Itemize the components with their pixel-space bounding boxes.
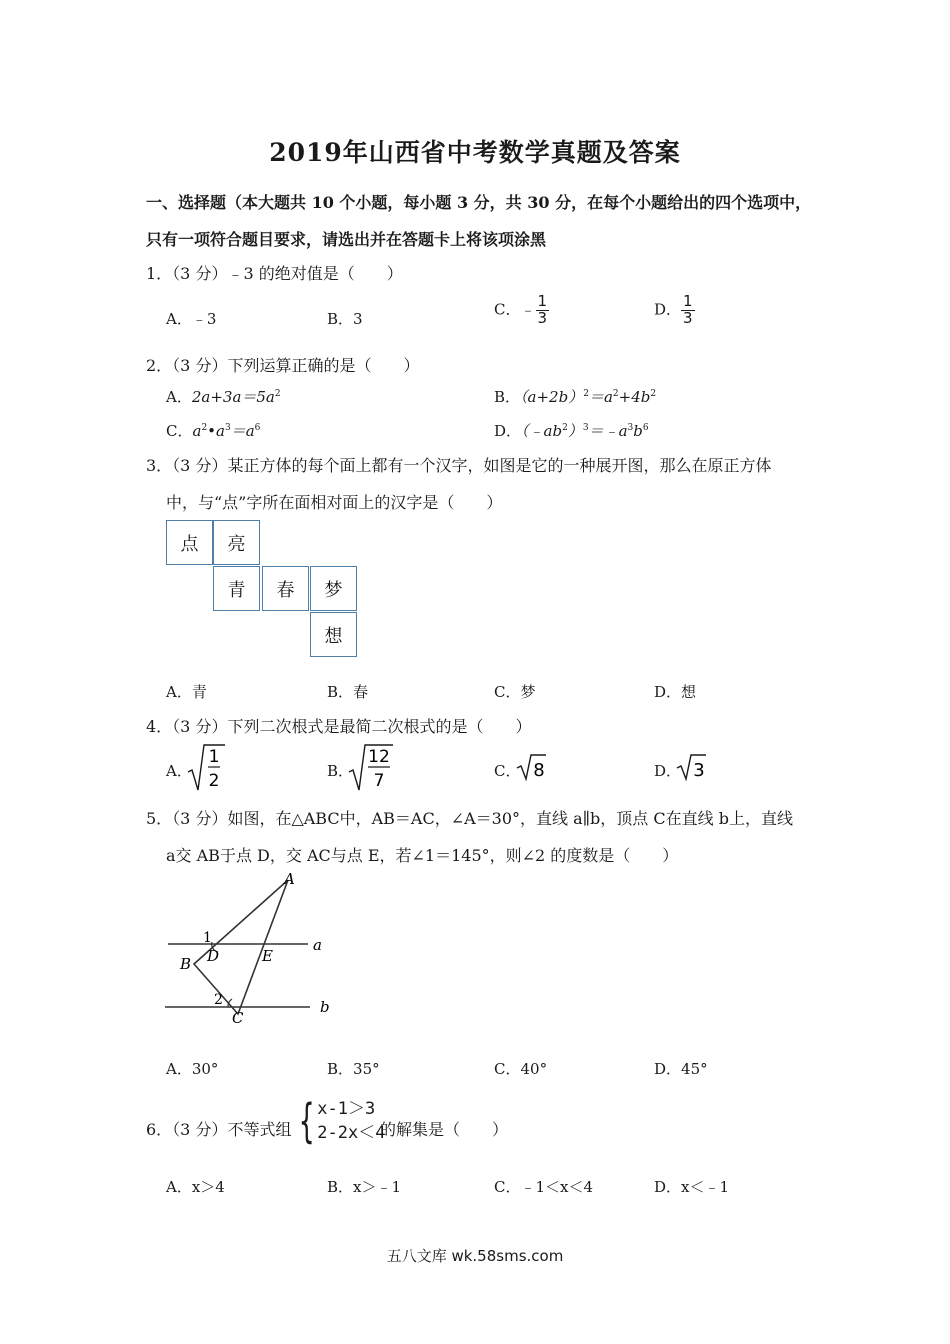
q3-option-d: D．想 (654, 683, 697, 701)
label-line-a: a (313, 936, 322, 954)
q3-option-b: B．春 (327, 683, 369, 701)
label-point-e: E (262, 947, 273, 965)
q2-option-b (494, 386, 656, 407)
q4-option-c-label: C． (494, 762, 521, 780)
q5-option-a: A．30° (166, 1060, 219, 1078)
q5-option-c: C．40° (494, 1060, 548, 1078)
q3-option-c: C．梦 (494, 683, 536, 701)
exponent: 3 (224, 423, 231, 433)
q4-option-a-label: A． (166, 762, 192, 780)
exponent: 2 (612, 389, 619, 399)
net-cell-2: 亮 (213, 520, 260, 565)
q2-option-a (166, 386, 281, 407)
q3-stem-line1: 3．（3 分）某正方体的每个面上都有一个汉字，如图是它的一种展开图，那么在原正方体 (146, 456, 772, 475)
section-heading-line1: 一、选择题（本大题共 10 个小题，每小题 3 分，共 30 分，在每个小题给出的四个选项中， (146, 193, 812, 212)
q1-option-b: B．3 (327, 310, 363, 328)
expr: ） (567, 422, 583, 440)
q5-option-b: B．35° (327, 1060, 380, 1078)
q4-option-a-radical (186, 742, 226, 794)
radical-denominator: 2 (208, 771, 220, 791)
q5-stem-line2: a交 AB于点 D，交 AC与点 E，若∠1＝145°，则∠2 的度数是（ ） (166, 846, 679, 865)
q4-option-b-radical (347, 742, 395, 794)
net-cell-3: 青 (213, 566, 260, 611)
q6-option-b: B．x＞﹣1 (327, 1178, 402, 1196)
label-vertex-a: A (284, 870, 295, 888)
exponent: 2 (650, 389, 657, 399)
radical-numerator: 1 (208, 747, 220, 767)
denominator: 3 (537, 308, 548, 327)
q6-stem-suffix: 的解集是（ ） (380, 1120, 509, 1139)
q6-option-d: D．x＜﹣1 (654, 1178, 730, 1196)
q3-option-a: A．青 (166, 683, 207, 701)
label: C． (166, 422, 193, 440)
q1-option-a: A．﹣3 (166, 310, 217, 328)
numerator: 1 (537, 292, 548, 310)
expr: +4b (618, 388, 651, 406)
q1-option-c-sign: ﹣ (520, 300, 536, 319)
exponent: 3 (627, 423, 634, 433)
expr: b (633, 422, 643, 440)
label-line-b: b (320, 998, 330, 1016)
q6-option-a: A．x＞4 (166, 1178, 225, 1196)
label-vertex-b: B (180, 955, 192, 973)
net-cell-4: 春 (262, 566, 309, 611)
label-point-d: D (207, 947, 220, 965)
exponent: 2 (583, 389, 589, 399)
label: A． (166, 388, 192, 406)
exponent: 6 (254, 423, 261, 433)
section-heading-line2: 只有一项符合题目要求，请选出并在答题卡上将该项涂黑 (146, 230, 547, 249)
q4-option-d-radical (676, 752, 708, 782)
q4-stem: 4．（3 分）下列二次根式是最简二次根式的是（ ） (146, 717, 532, 736)
expr: a (192, 422, 202, 440)
expr: ＝﹣a (588, 422, 628, 440)
cube-net-figure (166, 520, 361, 660)
q1-stem: 1．（3 分）﹣3 的绝对值是（ ） (146, 264, 403, 283)
q2-option-d (494, 420, 649, 441)
label: D． (494, 422, 522, 440)
expr: •a (207, 422, 225, 440)
radical-denominator: 7 (373, 771, 385, 791)
left-brace-icon: { (298, 1094, 315, 1148)
radicand: 8 (533, 760, 545, 781)
inequalities (317, 1097, 385, 1145)
label-angle-2: 2 (214, 992, 223, 1008)
exponent: 3 (582, 423, 589, 433)
q1-option-c-fraction (536, 294, 550, 327)
q4-option-b-label: B． (327, 762, 354, 780)
label-vertex-c: C (232, 1009, 244, 1027)
q1-option-d-label: D． (654, 300, 682, 319)
net-cell-5: 梦 (310, 566, 357, 611)
denominator: 3 (683, 308, 693, 327)
page-title: 2019年山西省中考数学真题及答案 (269, 138, 681, 167)
label-angle-1: 1 (203, 930, 212, 946)
q1-option-c-label: C． (494, 300, 521, 319)
radicand: 3 (693, 760, 705, 781)
expr: （﹣ab (521, 422, 563, 440)
inequality-2: 2-2x＜4 (317, 1123, 386, 1143)
numerator: 1 (683, 292, 693, 310)
q2-stem: 2．（3 分）下列运算正确的是（ ） (146, 356, 420, 375)
q2-option-c (166, 420, 260, 441)
q6-stem-prefix: 6．（3 分）不等式组 (146, 1120, 292, 1139)
net-cell-1: 点 (166, 520, 213, 565)
exponent: 6 (642, 423, 649, 433)
q6-inequality-system (292, 1094, 386, 1148)
q3-stem-line2: 中，与“点”字所在面相对面上的汉字是（ ） (166, 493, 503, 512)
q4-option-d-label: D． (654, 762, 682, 780)
expr: 2a+3a＝5a (191, 388, 275, 406)
expr: ＝a (230, 422, 255, 440)
q1-option-d-fraction (681, 294, 695, 327)
label: B． (494, 388, 521, 406)
exponent: 2 (274, 389, 281, 399)
exponent: 2 (201, 423, 208, 433)
expr: （a+2b） (520, 388, 584, 406)
q6-option-c: C．﹣1＜x＜4 (494, 1178, 594, 1196)
inequality-1: x-1＞3 (317, 1099, 376, 1119)
radical-numerator: 12 (368, 747, 390, 767)
page-footer: 五八文库 wk.58sms.com (386, 1247, 564, 1265)
q5-option-d: D．45° (654, 1060, 708, 1078)
q1-option-c (494, 294, 549, 327)
triangle-parallel-lines-figure (160, 868, 340, 1028)
exponent: 2 (562, 423, 568, 433)
expr: ＝a (588, 388, 613, 406)
q1-option-d (654, 294, 695, 327)
q4-option-c-radical (516, 752, 548, 782)
net-cell-6: 想 (310, 612, 357, 657)
q5-stem-line1: 5．（3 分）如图，在△ABC中，AB＝AC，∠A＝30°，直线 a∥b，顶点 C在直线 b上，直线 (146, 809, 793, 828)
